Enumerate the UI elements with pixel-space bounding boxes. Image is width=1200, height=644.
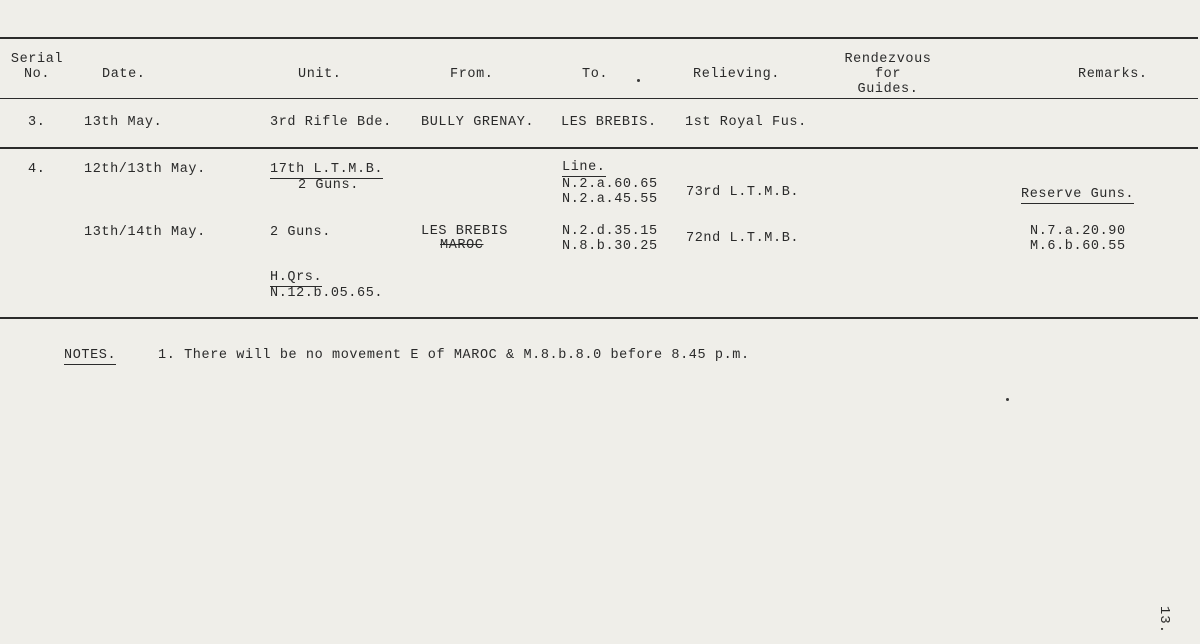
row4-unit1-name: [270, 162, 383, 177]
row4-date1: 12th/13th May.: [84, 162, 206, 177]
row3-from: BULLY GRENAY.: [421, 115, 535, 130]
row4-remarks2a: N.7.a.20.90: [1030, 224, 1126, 239]
table-bottom-rule: [0, 317, 1198, 319]
row4-remarks1: [1021, 187, 1134, 202]
row4-from2a: LES BREBIS: [421, 224, 509, 239]
row4-to1a: N.2.a.60.65: [562, 177, 658, 192]
page-number: 13.: [1155, 605, 1172, 635]
row3-unit: 3rd Rifle Bde.: [270, 115, 392, 130]
notes-text: 1. There will be no movement E of MAROC & M.8.b.8.0 before 8.45 p.m.: [158, 348, 750, 363]
row4-reserve-guns: Reserve Guns.: [1021, 187, 1135, 202]
stray-mark: [637, 79, 640, 82]
row4-to2a: N.2.d.35.15: [562, 224, 658, 239]
row4-unit1a: 17th L.T.M.B.: [270, 162, 384, 177]
row4-date2: 13th/14th May.: [84, 225, 206, 240]
row4-hq-label-wrap: [270, 270, 322, 285]
row-divider-rule: [0, 147, 1198, 149]
stray-mark: [1006, 398, 1009, 401]
row4-relieving2: 72nd L.T.M.B.: [686, 231, 800, 246]
header-date: Date.: [102, 67, 146, 82]
row4-hq-label: H.Qrs.: [270, 270, 323, 285]
row3-to: LES BREBIS.: [561, 115, 657, 130]
row4-remarks2b: M.6.b.60.55: [1030, 239, 1126, 254]
header-from: From.: [450, 67, 494, 82]
header-remarks: Remarks.: [1078, 67, 1148, 82]
header-rendezvous-line1: Rendezvous: [844, 52, 932, 67]
row4-unit1-guns: 2 Guns.: [298, 178, 359, 193]
row4-relieving1: 73rd L.T.M.B.: [686, 185, 800, 200]
row4-to-line: Line.: [562, 160, 606, 175]
header-bottom-rule: [0, 98, 1198, 99]
row3-date: 13th May.: [84, 115, 163, 130]
row4-hq-ref: N.12.b.05.65.: [270, 286, 384, 301]
row3-serial: 3.: [28, 115, 46, 130]
header-serial-line1: Serial: [10, 52, 64, 67]
header-to: To.: [582, 67, 609, 82]
row4-to1b: N.2.a.45.55: [562, 192, 658, 207]
header-rendezvous-line3: Guides.: [857, 82, 919, 97]
header-rendezvous-line2: for: [874, 67, 902, 82]
header-rendezvous: [834, 52, 942, 97]
notes-label: NOTES.: [64, 348, 117, 363]
row4-from2b-struck: MAROC: [440, 238, 484, 253]
row4-to2b: N.8.b.30.25: [562, 239, 658, 254]
row4-unit2: 2 Guns.: [270, 225, 331, 240]
row3-relieving: 1st Royal Fus.: [685, 115, 807, 130]
header-relieving: Relieving.: [693, 67, 781, 82]
notes-label-wrap: [64, 348, 116, 363]
header-serial-line2: No.: [23, 67, 51, 82]
table-top-rule: [0, 37, 1198, 39]
header-serial: [6, 52, 68, 82]
row4-serial: 4.: [28, 162, 46, 177]
header-unit: Unit.: [298, 67, 342, 82]
row4-to-heading: [562, 160, 606, 175]
